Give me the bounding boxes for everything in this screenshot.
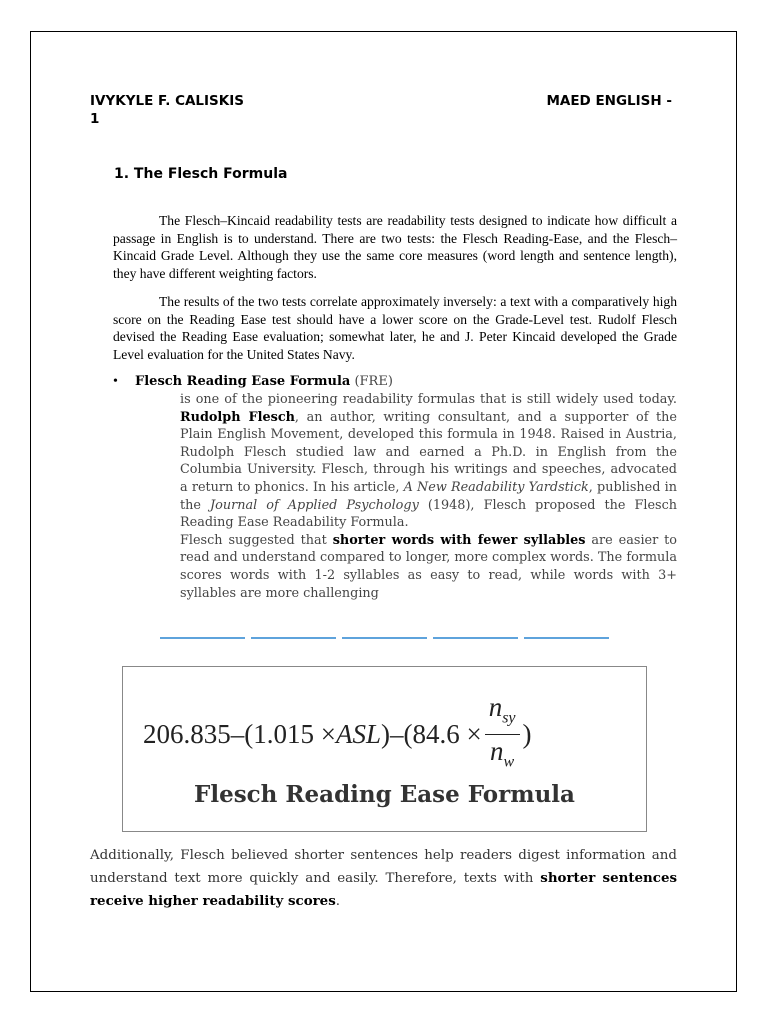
- link-underline[interactable]: [160, 637, 245, 639]
- formula-fraction: [485, 691, 520, 779]
- text-segment: Flesch suggested that: [180, 532, 333, 548]
- closing-paragraph: [90, 845, 677, 913]
- author-name: IVYKYLE F. CALISKIS: [90, 93, 244, 109]
- bullet-marker: •: [113, 374, 118, 389]
- bold-author-name: Rudolph Flesch: [180, 409, 295, 425]
- bold-emphasis: shorter sentences receive higher readability scores: [90, 870, 677, 909]
- text-segment: , published in the: [180, 479, 677, 513]
- link-underline[interactable]: [251, 637, 336, 639]
- link-underline[interactable]: [342, 637, 427, 639]
- formula-equation: [143, 691, 532, 779]
- numerator-base: n: [488, 692, 503, 722]
- journal-title: Journal of Applied Psychology: [210, 497, 419, 513]
- course-label: MAED ENGLISH -: [546, 93, 672, 109]
- article-title: A New Readability Yardstick: [403, 479, 589, 495]
- bold-emphasis: shorter words with fewer syllables: [332, 532, 586, 548]
- formula-lead: 206.835–(1.015 ×: [143, 719, 336, 750]
- results-paragraph: The results of the two tests correlate approximately inversely: a text with a comparatively high score on the Reading Ease test should have a lower score on the Grade-Level test. Rudolf Flesch devised the Reading Ease evaluation; somewhat later, he and J. Peter Kincaid developed the Grade Level evaluation for the United States Navy.: [113, 294, 677, 362]
- text-segment: Additionally, Flesch believed shorter sentences help readers digest information and understand text more quickly and easily. Therefore, texts with: [90, 848, 677, 886]
- section-title: 1. The Flesch Formula: [114, 166, 288, 182]
- formula-image: [122, 666, 647, 832]
- formula-tail: ): [522, 719, 532, 750]
- bullet-paragraph-syllables: [180, 532, 677, 602]
- formula-asl: ASL: [335, 719, 381, 750]
- intro-paragraph: The Flesch–Kincaid readability tests are readability tests designed to indicate how difficult a passage in English is to understand. There are two tests: the Flesch Reading-Ease, and the Flesch–Kincaid Grade Level. Although they use the same core measures (word length and sentence length), they have different weighting factors.: [113, 213, 677, 281]
- formula-mid: )–(84.6 ×: [380, 719, 482, 750]
- link-underlines: [160, 637, 609, 639]
- link-underline[interactable]: [433, 637, 518, 639]
- fraction-numerator: [485, 691, 520, 735]
- numerator-subscript: sy: [502, 709, 516, 727]
- bullet-title: Flesch Reading Ease Formula: [135, 374, 351, 389]
- text-segment: is one of the pioneering readability formulas that is still widely used today.: [180, 392, 677, 407]
- denominator-subscript: w: [503, 753, 515, 771]
- bullet-abbreviation: (FRE): [354, 374, 393, 389]
- text-segment: .: [335, 894, 340, 909]
- bullet-heading: [135, 374, 393, 389]
- bullet-body: [180, 391, 677, 602]
- denominator-base: n: [490, 736, 504, 767]
- link-underline[interactable]: [524, 637, 609, 639]
- course-label-continuation: 1: [90, 111, 100, 127]
- text-segment: are easier to read and understand compared to longer, more complex words. The formula scores words with 1-2 syllables as easy to read, while words with 3+ syllables are more challenging: [180, 532, 677, 601]
- fraction-denominator: [486, 735, 518, 778]
- bullet-paragraph-history: [180, 391, 677, 532]
- text-segment: , an author, writing consultant, and a supporter of the Plain English Movement, developed this formula in 1948. Raised in Austria, Rudolph Flesch studied law and earned a Ph.D. in English from the Columbia University. Flesch, through his writings and speeches, advocated a return to phonics. In his article,: [180, 409, 677, 495]
- formula-caption: Flesch Reading Ease Formula: [194, 781, 575, 808]
- text-segment: (1948), Flesch proposed the Flesch Reading Ease Readability Formula.: [180, 497, 678, 531]
